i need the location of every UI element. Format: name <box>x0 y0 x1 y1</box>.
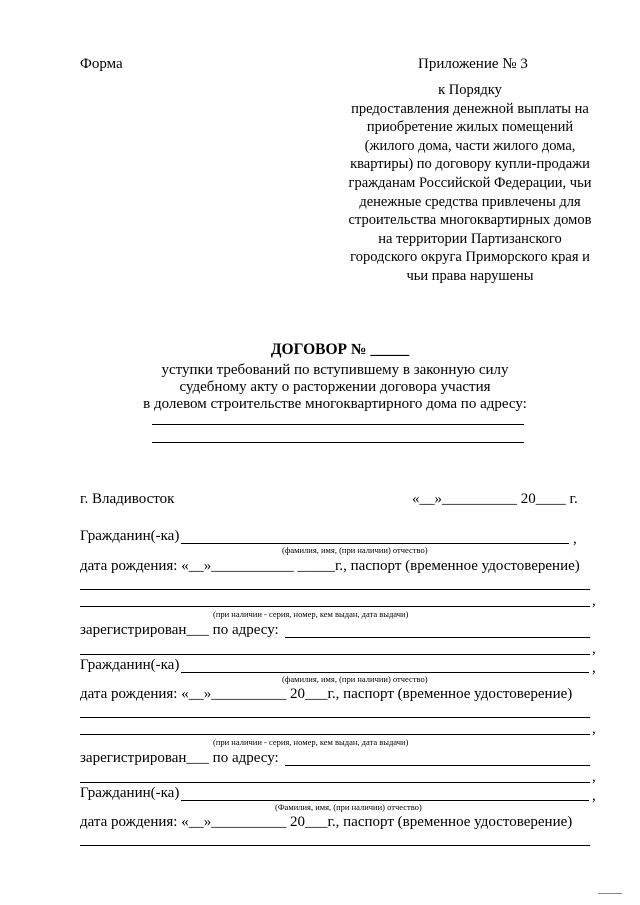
passport-line[interactable] <box>80 734 590 735</box>
appendix-line: чьи права нарушены <box>406 267 534 284</box>
address-input-line[interactable] <box>285 637 590 638</box>
contract-title: ДОГОВОР № _____ <box>270 341 410 358</box>
hint-passport: (при наличии - серия, номер, кем выдан, дата выдачи) <box>213 609 409 619</box>
comma: , <box>592 769 596 785</box>
appendix-text <box>330 81 610 286</box>
contract-subtitle-line: уступки требований по вступившему в законную силу <box>161 362 509 378</box>
contract-date: «__»__________ 20____ г. <box>412 491 578 507</box>
passport-line[interactable] <box>80 606 590 607</box>
hint-name: (Фамилия, имя, (при наличии) отчество) <box>275 802 422 812</box>
registered-label: зарегистрирован___ по адресу: <box>80 750 279 766</box>
comma: , <box>592 593 596 609</box>
address-input-line[interactable] <box>285 765 590 766</box>
citizen-name-line[interactable] <box>181 672 589 673</box>
appendix-line: предоставления денежной выплаты на <box>351 100 589 117</box>
appendix-line: денежные средства привлечены для <box>359 193 581 210</box>
passport-line[interactable] <box>80 717 590 718</box>
citizen-label: Гражданин(-ка) <box>80 657 180 673</box>
hint-name: (фамилия, имя, (при наличии) отчество) <box>282 545 428 555</box>
appendix-line: (жилого дома, части жилого дома, <box>364 137 576 154</box>
form-label: Форма <box>80 56 123 72</box>
passport-line[interactable] <box>80 589 590 590</box>
appendix-line: на территории Партизанского <box>378 230 562 247</box>
hint-name: (фамилия, имя, (при наличии) отчество) <box>282 674 428 684</box>
address-line <box>152 424 524 425</box>
appendix-line: квартиры) по договору купли-продажи <box>350 156 590 173</box>
comma: , <box>592 788 596 804</box>
comma: , <box>592 641 596 657</box>
citizen-label: Гражданин(-ка) <box>80 528 180 544</box>
citizen-label: Гражданин(-ка) <box>80 785 180 801</box>
comma: , <box>592 660 596 676</box>
address-line <box>152 442 524 443</box>
appendix-line: гражданам Российской Федерации, чьи <box>348 174 592 191</box>
comma: , <box>592 721 596 737</box>
contract-subtitle-line: судебному акту о расторжении договора участия <box>179 379 491 395</box>
hint-passport: (при наличии - серия, номер, кем выдан, дата выдачи) <box>213 737 409 747</box>
comma: , <box>573 531 577 547</box>
appendix-line: к Порядку <box>438 82 502 98</box>
appendix-line: городского округа Приморского края и <box>350 249 590 266</box>
birth-passport-label: дата рождения: «__»__________ 20___г., паспорт (временное удостоверение) <box>80 686 573 702</box>
birth-passport-label: дата рождения: «__»___________ _____г., паспорт (временное удостоверение) <box>80 558 580 574</box>
city-label: г. Владивосток <box>80 491 175 507</box>
appendix-line: приобретение жилых помещений <box>366 119 574 136</box>
address-input-line[interactable] <box>80 654 590 655</box>
birth-passport-label: дата рождения: «__»__________ 20___г., паспорт (временное удостоверение) <box>80 814 573 830</box>
address-input-line[interactable] <box>80 782 590 783</box>
contract-subtitle-line: в долевом строительстве многоквартирного дома по адресу: <box>143 396 527 412</box>
appendix-title: Приложение № 3 <box>418 56 528 72</box>
citizen-name-line[interactable] <box>181 543 569 544</box>
registered-label: зарегистрирован___ по адресу: <box>80 622 279 638</box>
passport-line[interactable] <box>80 845 590 846</box>
citizen-name-line[interactable] <box>181 800 589 801</box>
edge-mark <box>598 893 622 894</box>
appendix-line: строительства многоквартирных домов <box>348 212 592 229</box>
